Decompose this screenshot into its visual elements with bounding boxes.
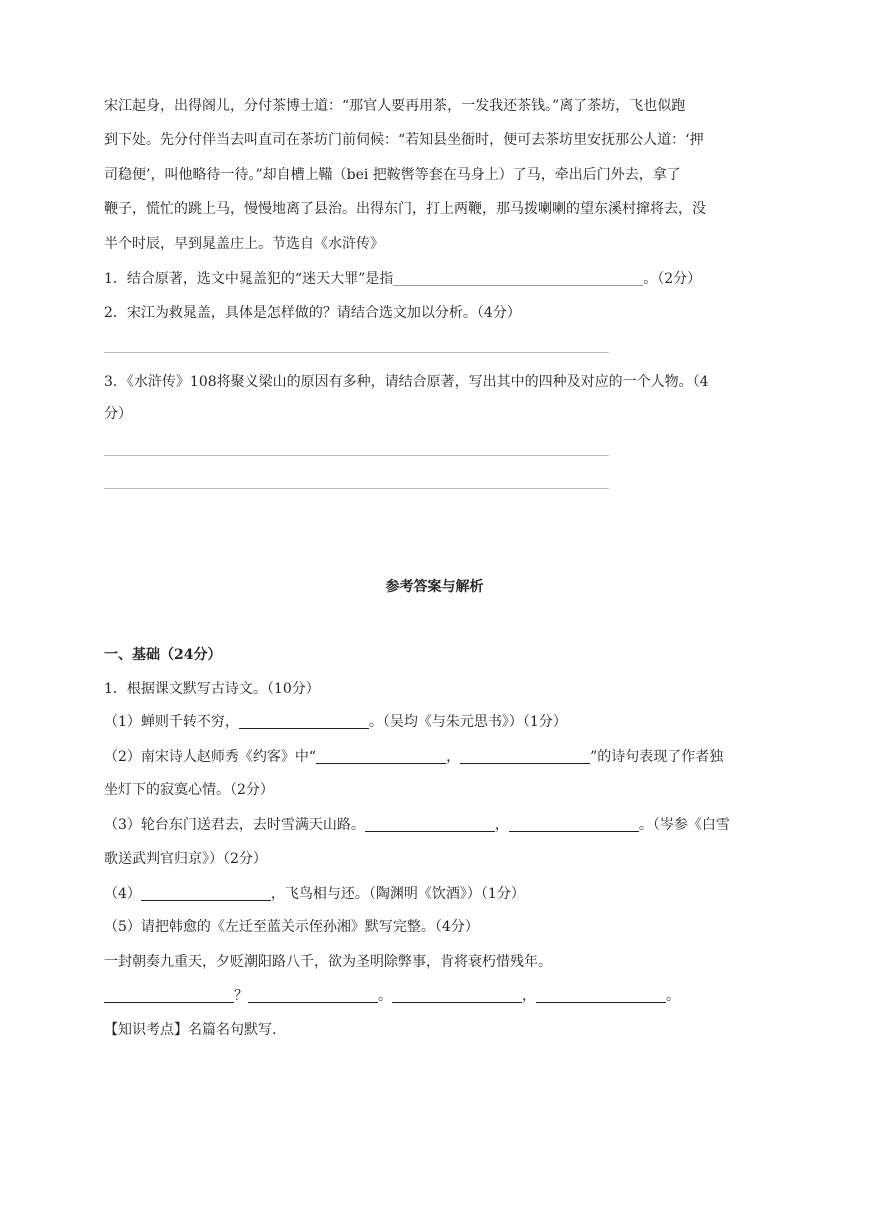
passage-line-4: 鞭子，慌忙的跳上马，慢慢地离了县治。出得东门，打上两鞭，那马拨喇喇的望东溪村撺将去，没 <box>104 201 706 217</box>
sub-item-3-comma: ， <box>494 817 509 833</box>
question-1-blank[interactable] <box>393 271 643 286</box>
passage-line-2: 到下处。先分付伴当去叫直司在茶坊门前伺候：“若知县坐衙时，便可去茶坊里安抚那公人道：‘押 <box>104 132 704 148</box>
sub-item-2-line-2: 坐灯下的寂寞心情。（2分） <box>104 782 274 798</box>
sub-item-3-blank-2[interactable] <box>509 817 639 832</box>
poem-comma: ， <box>522 988 536 1004</box>
sub-item-2-suffix: ”的诗句表现了作者独 <box>590 749 724 765</box>
poem-blank-3[interactable] <box>392 988 522 1003</box>
sub-item-3-line-2: 歌送武判官归京》）（2分） <box>104 851 267 867</box>
sub-item-4-blank[interactable] <box>141 886 271 901</box>
sub-item-4 <box>104 885 525 903</box>
sub-item-2-comma: ， <box>446 749 461 765</box>
sub-item-3-blank-1[interactable] <box>365 817 495 832</box>
passage-line-3: 司稳便’，叫他略待一待。”却自槽上鞴（bei 把鞍辔等套在马身上）了马，牵出后门外去，拿了 <box>104 167 681 183</box>
passage-line-1: 宋江起身，出得阁儿，分付茶博士道：“那官人要再用茶，一发我还茶钱。”离了茶坊，飞也似跑 <box>104 98 686 114</box>
poem-period-1: 。 <box>378 988 392 1004</box>
sub-item-2-blank-2[interactable] <box>460 749 590 764</box>
sub-item-3 <box>104 816 730 834</box>
knowledge-point: 【知识考点】名篇名句默写. <box>104 1022 277 1038</box>
question-3-answer-line-1[interactable] <box>104 455 609 456</box>
question-1 <box>104 270 701 288</box>
sub-item-3-text: （3）轮台东门送君去，去时雪满天山路。 <box>104 817 365 833</box>
poem-blank-2[interactable] <box>248 988 378 1003</box>
poem-blank-1[interactable] <box>104 988 234 1003</box>
item-1: 1．根据课文默写古诗文。（10分） <box>104 681 320 697</box>
question-3-answer-line-2[interactable] <box>104 488 609 489</box>
poem-question-mark: ？ <box>234 988 248 1004</box>
sub-item-1 <box>104 713 567 731</box>
sub-item-1-source: 。（吴均《与朱元思书》）（1分） <box>368 714 567 730</box>
sub-item-3-suffix: 。（岑参《白雪 <box>638 817 730 833</box>
sub-item-2-text: （2）南宋诗人赵师秀《约客》中“ <box>104 749 317 765</box>
poem-blanks <box>104 987 680 1005</box>
sub-item-4-suffix: ，飞鸟相与还。（陶渊明《饮酒》）（1分） <box>270 886 525 902</box>
question-1-points: 。（2分） <box>643 271 702 287</box>
sub-item-1-blank[interactable] <box>239 714 369 729</box>
sub-item-4-text: （4） <box>104 886 141 902</box>
question-2: 2．宋江为救晁盖，具体是怎样做的？请结合选文加以分析。（4分） <box>104 305 521 321</box>
poem-line: 一封朝奏九重天，夕贬潮阳路八千，欲为圣明除弊事，肯将衰朽惜残年。 <box>104 954 552 970</box>
question-1-text: 1．结合原著，选文中晁盖犯的“迷天大罪”是指 <box>104 271 394 287</box>
sub-item-2 <box>104 748 723 766</box>
poem-blank-4[interactable] <box>536 988 666 1003</box>
section-1-heading: 一、基础（24分） <box>104 647 222 663</box>
poem-period-2: 。 <box>666 988 680 1004</box>
sub-item-2-blank-1[interactable] <box>316 749 446 764</box>
sub-item-5: （5）请把韩愈的《左迁至蓝关示侄孙湘》默写完整。（4分） <box>104 919 479 935</box>
question-3-line-1: 3．《水浒传》108将聚义梁山的原因有多种，请结合原著，写出其中的四种及对应的一个人物。（4 <box>104 374 709 390</box>
question-3-line-2: 分） <box>104 406 132 422</box>
sub-item-1-text: （1）蝉则千转不穷， <box>104 714 239 730</box>
passage-line-5: 半个时辰，早到晁盖庄上。节选自《水浒传》 <box>104 236 384 252</box>
question-2-answer-line[interactable] <box>104 352 609 353</box>
answers-title: 参考答案与解析 <box>385 579 484 595</box>
